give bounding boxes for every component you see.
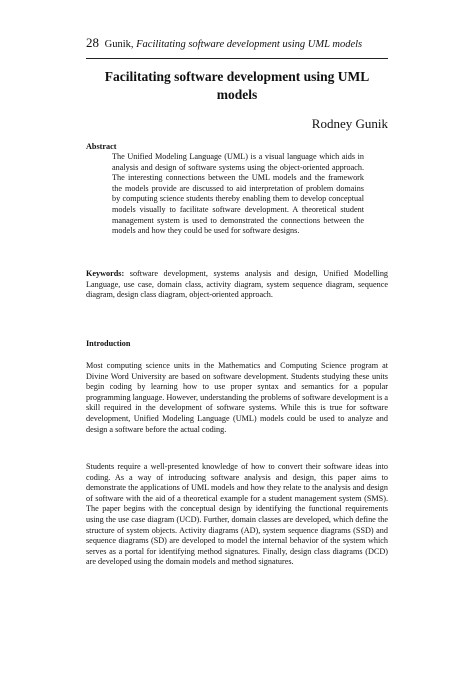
running-head [86,36,386,50]
paper-author: Rodney Gunik [311,116,388,131]
keywords-label: Keywords: [86,269,125,278]
running-head-title: Facilitating software development using UML models [136,39,363,50]
abstract-text: The Unified Modeling Language (UML) is a visual language which aids in analysis and design of software systems using the object-oriented approach. The interesting connections between the UML models and the framework the models provide are discussed to aid interpretation of problem domains by computing science students thereby enabling them to develop conceptual models visually to facilitate software development. A theoretical student management system is used to demonstrated the connections between the models and how they could be used for software designs. [112,152,364,236]
introduction-paragraph-1: Most computing science units in the Mathematics and Computing Science program at Divine Word University are based on software development. Students studying these units begin coding by learning how to use proper syntax and semantics for a popular programming language. However, understanding the problems of software development is a skill required in the development of software systems. While this is true for software development, Unified Modeling Language (UML) models could be used to analyze and design a software before the actual coding. [86,361,388,434]
abstract-heading: Abstract [86,142,117,151]
keywords [86,269,388,301]
keywords-text: software development, systems analysis and design, Unified Modelling Language, use case, domain class, activity diagram, system sequence diagram, sequence diagram, design class diagram, object-oriented approach. [86,269,389,300]
introduction-paragraph-2: Students require a well-presented knowledge of how to convert their software ideas into coding. As a way of introducing software analysis and design, this paper aims to demonstrate the applications of UML models and how they relate to the analysis and design of software with the aid of a theoretical example for a student management system (SMS). The paper begins with the conceptual design by identifying the functional requirements using the use case diagram (UCD). Further, domain classes are developed, which define the structure of system objects. Activity diagrams (AD), system sequence diagrams (SSD) and sequence diagrams (SD) are developed to model the internal behavior of the system which serves as a portal for identifying method signatures. Finally, design class diagrams (DCD) are developed using the domain models and method signatures. [86,462,388,567]
header-rule [86,58,388,59]
introduction-heading: Introduction [86,339,131,348]
page-number: 28 [86,35,99,50]
running-head-author: Gunik, [104,39,134,50]
paper-title: Facilitating software development using UML models [104,69,370,102]
